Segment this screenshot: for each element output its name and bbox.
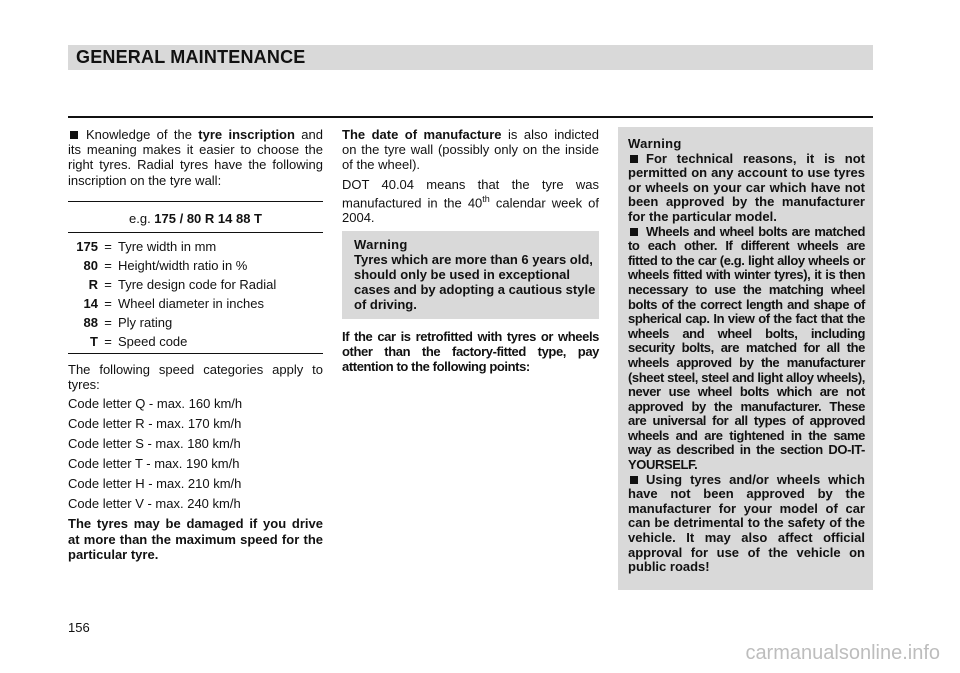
warning-title: Warning [628, 136, 682, 151]
speed-item: Code letter H - max. 210 km/h [68, 476, 242, 492]
intro-paragraph: Knowledge of the tyre inscription and its meaning makes it easier to choose the right tyres. Radial tyres have the following inscription on the tyre wall: [68, 127, 323, 188]
age-warning-box [342, 231, 599, 319]
retrofit-note: If the car is retrofitted with tyres or wheels other than the factory-fitted type, pay attention to the following points: [342, 328, 599, 374]
table-row: 14 = Wheel diameter in inches [83, 295, 264, 311]
tyre-inscription-table [68, 201, 323, 354]
table-row: 175 = Tyre width in mm [76, 238, 217, 254]
speed-item: Code letter Q - max. 160 km/h [68, 396, 243, 412]
table-body [68, 233, 323, 353]
table-row: T = Speed code [90, 333, 188, 349]
column-left [68, 127, 323, 566]
warning-item: Using tyres and/or wheels which have not been approved by the manufacturer for your model of car can be detrimental to the safety of the vehicle. It may also affect official approval for use of the vehicle on public roads! [628, 471, 865, 575]
speed-intro: The following speed categories apply to tyres: [68, 362, 323, 393]
speed-item: Code letter R - max. 170 km/h [68, 416, 242, 432]
watermark: carmanualsonline.info [745, 642, 940, 664]
speed-item: Code letter V - max. 240 km/h [68, 496, 241, 512]
table-header: e.g. 175 / 80 R 14 88 T [68, 202, 323, 233]
speed-item: Code letter S - max. 180 km/h [68, 436, 241, 452]
warning-item: For technical reasons, it is not permitted on any account to use tyres or wheels on your car which have not been approved by the manufacturer for the particular model. [628, 150, 865, 224]
warning-panel [618, 127, 873, 590]
column-middle [342, 127, 599, 378]
bullet-square-icon [630, 155, 638, 163]
damage-note: The tyres may be damaged if you drive at more than the maximum speed for the particular tyre. [68, 516, 323, 562]
section-header [68, 45, 873, 70]
warning-title: Warning [354, 236, 408, 252]
bullet-square-icon [70, 131, 78, 139]
manufacture-date-paragraph: The date of manufacture is also indicted on the tyre wall (possibly only on the inside of the wheel). [342, 127, 599, 173]
dot-paragraph: DOT 40.04 means that the tyre was manufactured in the 40th calendar week of 2004. [342, 176, 599, 226]
warning-text: Tyres which are more than 6 years old, should only be used in exceptional cases and by adopting a cautious style of driving. [354, 251, 596, 312]
section-title: GENERAL MAINTENANCE [76, 47, 306, 67]
table-row: R = Tyre design code for Radial [88, 276, 277, 292]
table-row: 88 = Ply rating [83, 314, 173, 330]
page-number: 156 [68, 620, 90, 635]
speed-item: Code letter T - max. 190 km/h [68, 456, 240, 472]
bullet-square-icon [630, 476, 638, 484]
warning-item: Wheels and wheel bolts are matched to each other. If different wheels are fitted to the car (e.g. light alloy wheels or wheels fitted with winter tyres), it is then necessary to use the matching wheel bolts of the correct length and shape of spherical cap. In view of the fact that the wheels and wheel bolts, including security bolts, are matched for all the wheels approved by the manufacturer (sheet steel, steel and light alloy wheels), never use wheel bolts which are not approved by the manufacturer. These are universal for all types of approved wheels and are tightened in the same way as described in the section DO-IT-YOURSELF. [628, 223, 865, 473]
header-rule [68, 116, 873, 118]
table-row: 80 = Height/width ratio in % [83, 257, 248, 273]
bullet-square-icon [630, 228, 638, 236]
